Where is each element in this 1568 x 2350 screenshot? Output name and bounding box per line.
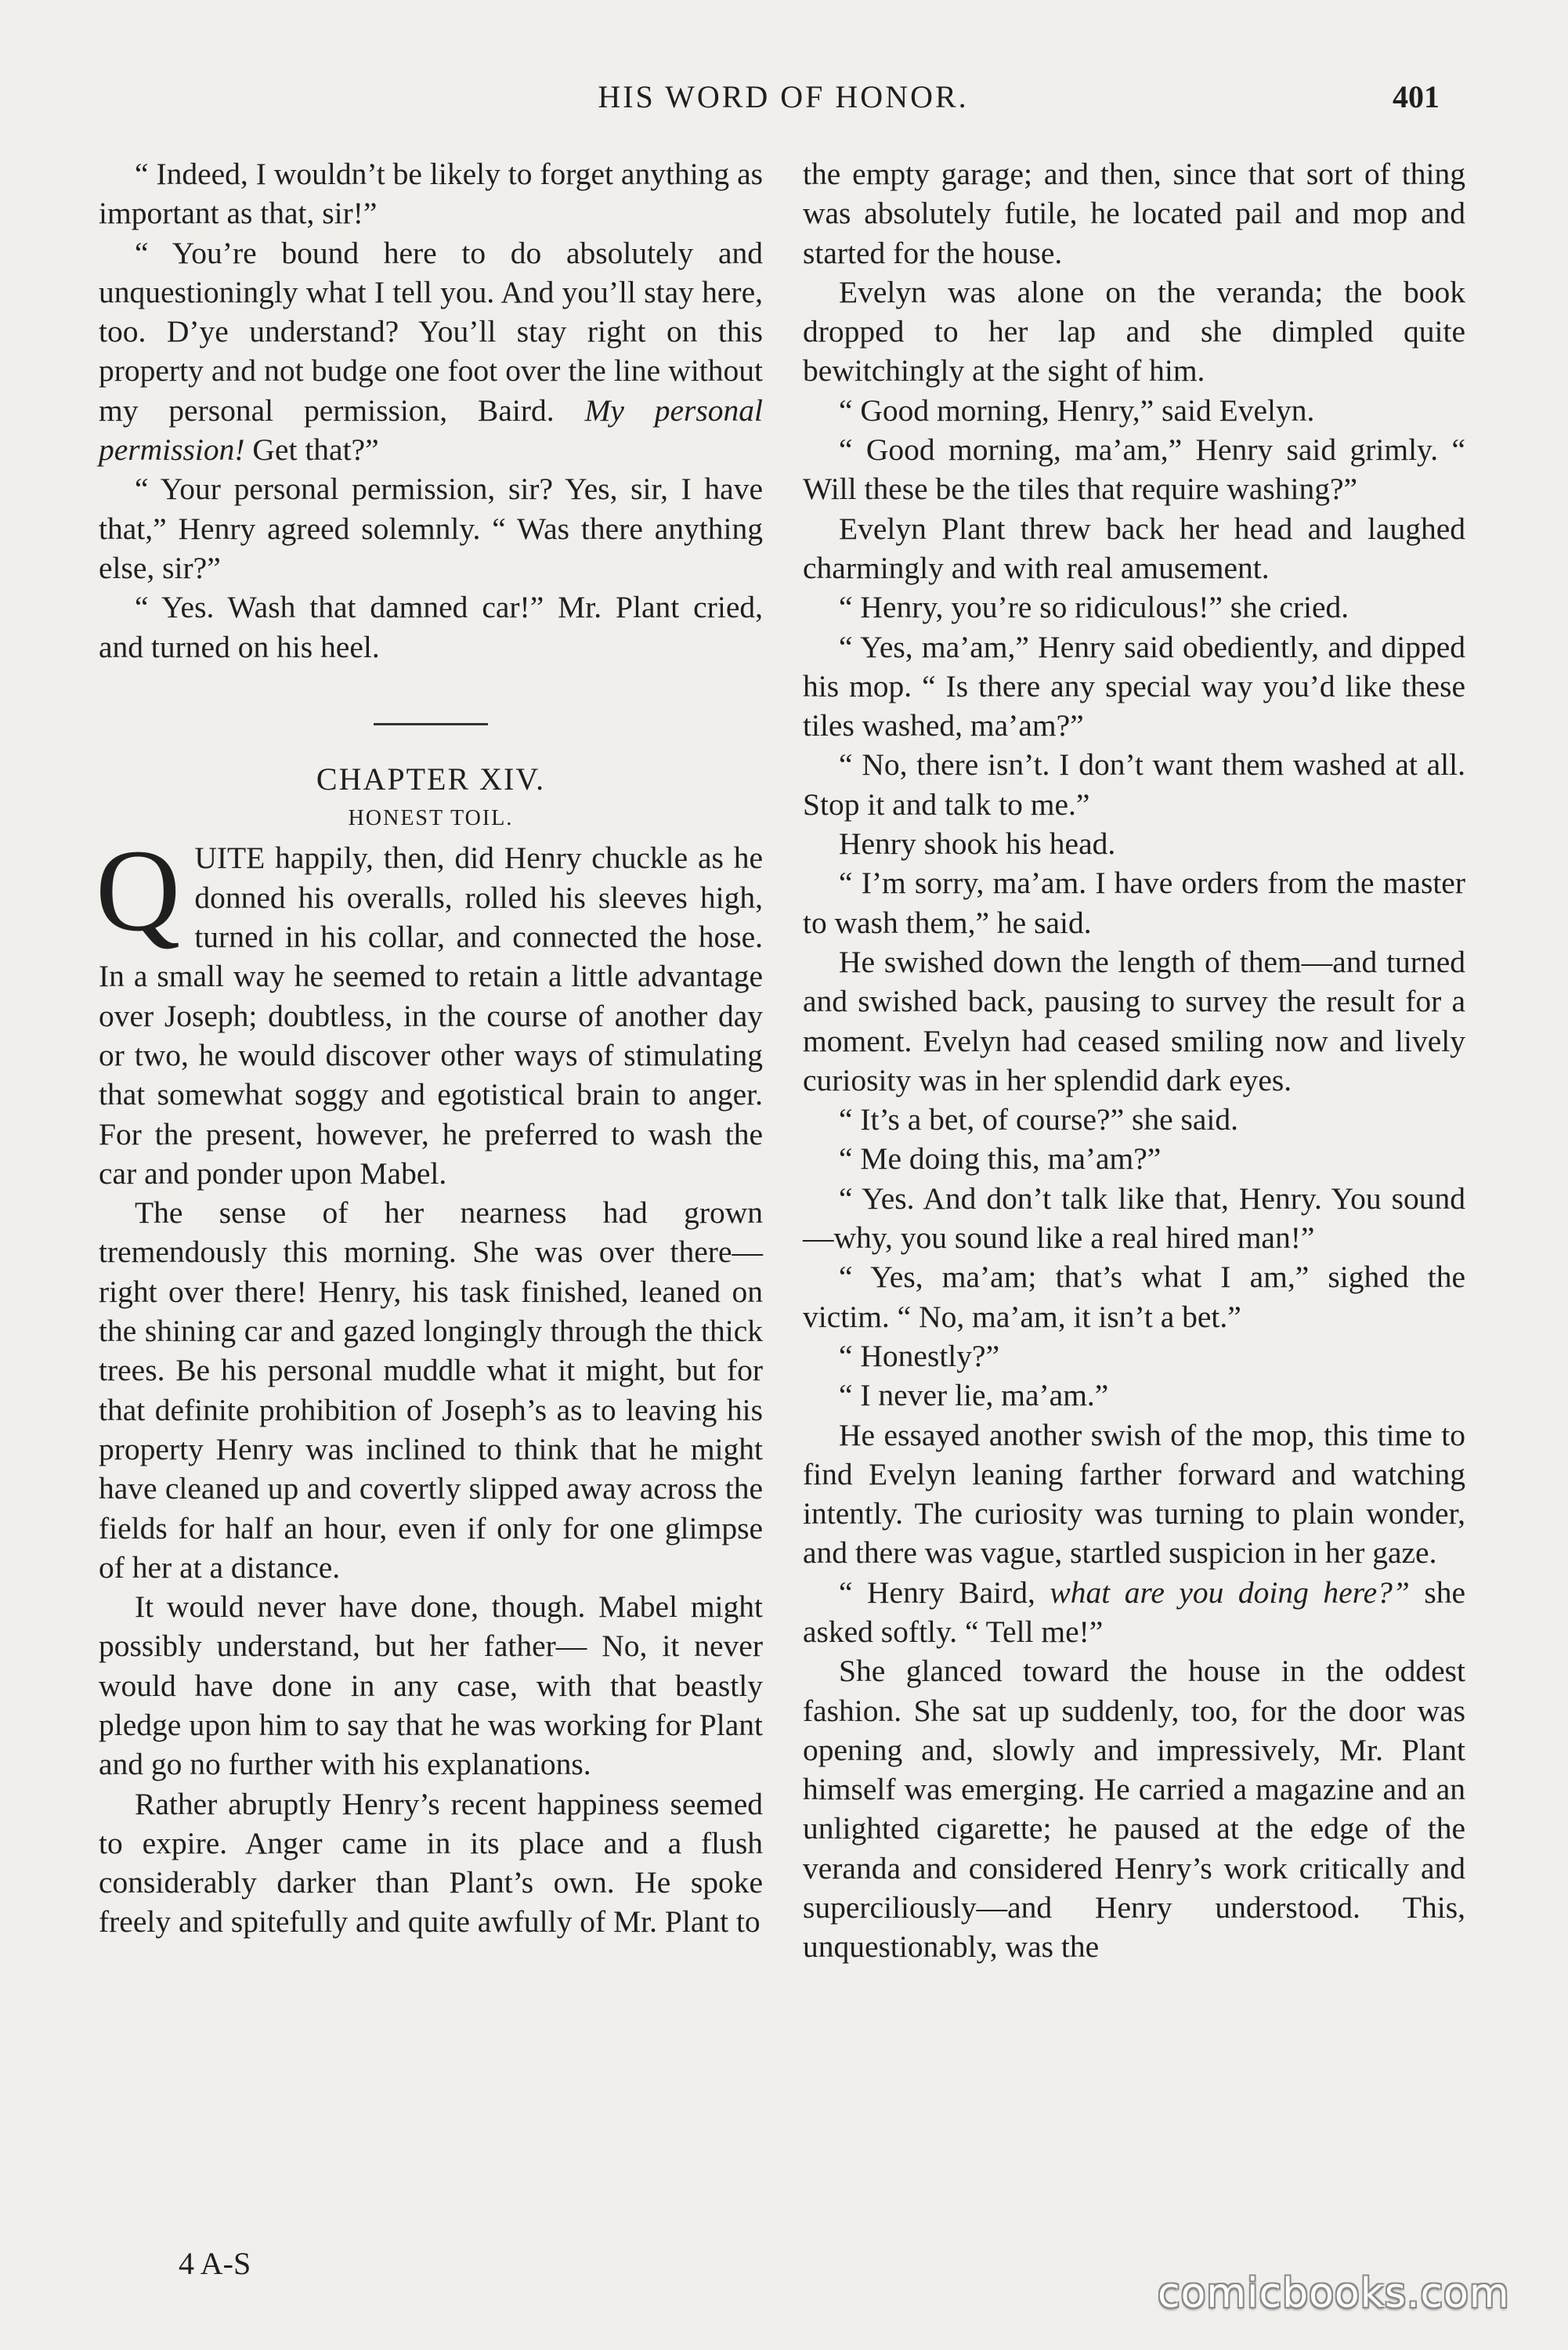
watermark: comicbooks.com bbox=[1158, 2270, 1510, 2317]
paragraph: “ Your personal permission, sir? Yes, sir, I have that,” Henry agreed solemnly. “ Was there anything else, sir?” bbox=[99, 472, 763, 585]
running-title: HIS WORD OF HONOR. bbox=[598, 79, 969, 114]
paragraph: She glanced toward the house in the oddest fashion. She sat up suddenly, too, for the door was opening and, slowly and impressively, Mr. Plant himself was emerging. He carried a magazine and an unlighted cigarette; he paused at the edge of the veranda and considered Henry’s work critically and superciliously—and Henry understood. This, unquestionably, was the bbox=[803, 1654, 1465, 1965]
paragraph: Henry shook his head. bbox=[839, 826, 1116, 862]
paragraph-text: “ Henry Baird, bbox=[839, 1574, 1050, 1610]
paragraph-text: she asked softly. “ Tell me!” bbox=[803, 1574, 1466, 1649]
paragraph: “ Yes. Wash that damned car!” Mr. Plant cried, and turned on his heel. bbox=[99, 590, 763, 664]
emphasis-text: My personal permission! bbox=[99, 392, 764, 468]
paragraph: the empty garage; and then, since that sort of thing was absolutely futile, he located pail and mop and started for the house. bbox=[803, 157, 1465, 270]
paragraph: “ It’s a bet, of course?” she said. bbox=[839, 1102, 1239, 1137]
paragraph: “ I’m sorry, ma’am. I have orders from the master to wash them,” he said. bbox=[803, 866, 1465, 940]
paragraph: Evelyn was alone on the veranda; the book dropped to her lap and she dimpled quite bewitchingly at the sight of him. bbox=[803, 274, 1465, 389]
paragraph: “ Good morning, ma’am,” Henry said grimly. “ Will these be the tiles that require washing?” bbox=[803, 432, 1465, 507]
paragraph: “ Yes. And don’t talk like that, Henry. You sound—why, you sound like a real hired man!” bbox=[803, 1180, 1465, 1256]
opening-paragraph bbox=[96, 826, 763, 1193]
paragraph: The sense of her nearness had grown tremendously this morning. She was over there—right over there! Henry, his task finished, leaned on the shining car and gazed longingly through the thick trees. Be his personal muddle what it might, but for that definite prohibition of Joseph’s as to leaving his property Henry was inclined to think that he might have cleaned up and covertly slipped away across the fields for half an hour, even if only for one glimpse of her at a distance. bbox=[99, 1195, 763, 1585]
running-head bbox=[0, 78, 1568, 125]
paragraph: “ Yes, ma’am; that’s what I am,” sighed the victim. “ No, ma’am, it isn’t a bet.” bbox=[803, 1260, 1465, 1334]
paragraph: Rather abruptly Henry’s recent happiness seemed to expire. Anger came in its place and a flush considerably darker than Plant’s own. He spoke freely and spitefully and quite awfully of Mr. Plant to bbox=[99, 1786, 763, 1940]
drop-cap: Q bbox=[96, 826, 181, 956]
paragraph: “ I never lie, ma’am.” bbox=[839, 1378, 1109, 1413]
left-column bbox=[96, 154, 764, 1942]
paragraph: He essayed another swish of the mop, this time to find Evelyn leaning farther forward and watching intently. The curiosity was turning to plain wonder, and there was vague, startled suspicion in her gaze. bbox=[803, 1417, 1465, 1571]
paragraph bbox=[99, 233, 763, 470]
paragraph: “ Me doing this, ma’am?” bbox=[839, 1141, 1162, 1177]
paragraph: “ Yes, ma’am,” Henry said obediently, and dipped his mop. “ Is there any special way you’d like these tiles washed, ma’am?” bbox=[803, 629, 1465, 743]
paragraph: “ Henry, you’re so ridiculous!” she cried. bbox=[839, 590, 1349, 625]
paragraph: “ Honestly?” bbox=[839, 1338, 1000, 1373]
section-divider bbox=[374, 723, 488, 725]
paragraph: Evelyn Plant threw back her head and laughed charmingly and with real amusement. bbox=[803, 511, 1465, 585]
paragraph: “ Good morning, Henry,” said Evelyn. bbox=[839, 392, 1315, 428]
paragraph: It would never have done, though. Mabel might possibly understand, but her father— No, it never would have done in any case, with that beastly pledge upon him to say that he was working for Plant and go no further with his explanations. bbox=[99, 1589, 763, 1782]
signature-mark: 4 A-S bbox=[179, 2246, 251, 2281]
paragraph bbox=[803, 1573, 1465, 1652]
chapter-number: CHAPTER XIV. bbox=[316, 761, 546, 797]
paragraph-text: Get that?” bbox=[244, 432, 379, 468]
right-column bbox=[803, 154, 1465, 1967]
paragraph-text: UITE happily, then, did Henry chuckle as he donned his overalls, rolled his sleeves high, turned in his collar, and connected the hose. In a small way he seemed to retain a little advantage over Joseph; doubtless, in the course of another day or two, he would discover other ways of stimulating that somewhat soggy and egotistical brain to anger. For the present, however, he preferred to wash the car and ponder upon Mabel. bbox=[99, 841, 763, 1191]
chapter-title: HONEST TOIL. bbox=[348, 806, 514, 831]
paragraph: “ Indeed, I wouldn’t be likely to forget anything as important as that, sir!” bbox=[99, 157, 763, 231]
page-number: 401 bbox=[1393, 79, 1440, 114]
paragraph-text: “ You’re bound here to do absolutely and unquestioningly what I tell you. And you’ll stay here, too. D’ye understand? You’ll stay right on this property and not budge one foot over the line without my personal permission, Baird. bbox=[99, 235, 763, 428]
paragraph: “ No, there isn’t. I don’t want them washed at all. Stop it and talk to me.” bbox=[803, 747, 1465, 822]
paragraph: He swished down the length of them—and turned and swished back, pausing to survey the result for a moment. Evelyn had ceased smiling now and lively curiosity was in her splendid dark eyes. bbox=[803, 944, 1465, 1097]
emphasis-text: what are you doing here?” bbox=[1050, 1574, 1410, 1610]
